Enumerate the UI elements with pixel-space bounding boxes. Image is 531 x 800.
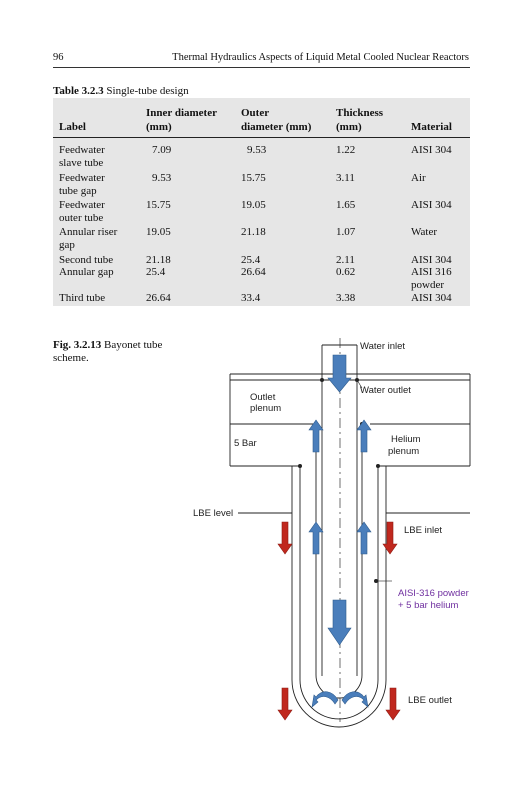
label-powder-2: + 5 bar helium xyxy=(398,600,459,611)
up-arrow-right-upper xyxy=(357,420,371,452)
cell-thickness: 1.22 xyxy=(336,144,356,156)
figure-caption-text: Bayonet tube scheme. xyxy=(53,339,163,364)
up-arrow-left-upper xyxy=(309,420,323,452)
cell-label: Feedwater xyxy=(59,144,105,156)
label-powder-1: AISI-316 powder xyxy=(398,588,469,599)
page-number: 96 xyxy=(53,52,64,63)
cell-outer: 15.75 xyxy=(241,172,266,184)
up-arrow-right-lower xyxy=(357,522,371,554)
label-lbe-outlet: LBE outlet xyxy=(408,695,452,706)
cell-material: AISI 304 xyxy=(411,144,452,156)
th-thickness-1: Thickness xyxy=(336,107,384,119)
plenum-lines xyxy=(230,374,470,466)
figure-caption-label: Fig. 3.2.13 xyxy=(53,339,102,351)
lbe-arrow-left-upper xyxy=(278,522,292,554)
cell-inner: 7.09 xyxy=(152,144,172,156)
label-outlet-plenum-2: plenum xyxy=(250,403,282,414)
cell-inner: 15.75 xyxy=(146,199,171,211)
water-down-arrow xyxy=(328,600,351,645)
th-label: Label xyxy=(59,121,86,133)
th-material: Material xyxy=(411,121,452,133)
cell-material: AISI 304 xyxy=(411,254,452,266)
cell-label: outer tube xyxy=(59,212,104,224)
cell-thickness: 0.62 xyxy=(336,266,356,278)
table-caption-label: Table 3.2.3 xyxy=(53,85,104,97)
up-arrow-left-lower xyxy=(309,522,323,554)
cell-outer: 19.05 xyxy=(241,199,266,211)
running-title: Thermal Hydraulics Aspects of Liquid Metal Cooled Nuclear Reactors xyxy=(172,52,469,63)
label-water-outlet: Water outlet xyxy=(360,385,411,396)
label-outlet-plenum-1: Outlet xyxy=(250,392,276,403)
th-thickness-2: (mm) xyxy=(336,121,362,133)
cell-outer: 33.4 xyxy=(241,292,261,304)
cell-label: Feedwater xyxy=(59,199,105,211)
label-5-bar: 5 Bar xyxy=(234,438,257,449)
lbe-arrow-left-lower xyxy=(278,688,292,720)
cell-label: Second tube xyxy=(59,254,114,266)
cell-outer: 25.4 xyxy=(241,254,261,266)
label-lbe-level: LBE level xyxy=(193,508,234,519)
th-outer-2: diameter (mm) xyxy=(241,121,312,133)
cell-outer: 21.18 xyxy=(241,226,266,238)
label-water-inlet: Water inlet xyxy=(360,341,406,352)
cell-thickness: 1.07 xyxy=(336,226,356,238)
outer-tube-inner-wall xyxy=(300,466,378,719)
cell-material: powder xyxy=(411,279,444,291)
cell-outer: 26.64 xyxy=(241,266,266,278)
cell-label: Annular gap xyxy=(59,266,114,278)
cell-label: gap xyxy=(59,239,75,251)
cell-thickness: 1.65 xyxy=(336,199,356,211)
cell-inner: 26.64 xyxy=(146,292,171,304)
cell-material: AISI 316 xyxy=(411,266,452,278)
cell-thickness: 2.11 xyxy=(336,254,355,266)
cell-thickness: 3.38 xyxy=(336,292,356,304)
lbe-arrow-right-lower xyxy=(386,688,400,720)
cell-label: Feedwater xyxy=(59,172,105,184)
u-turn-left-arrow xyxy=(312,692,338,707)
cell-label: slave tube xyxy=(59,157,104,169)
outer-tube xyxy=(292,466,386,727)
th-inner-1: Inner diameter xyxy=(146,107,217,119)
second-tube xyxy=(316,424,362,698)
cell-thickness: 3.11 xyxy=(336,172,355,184)
cell-material: Water xyxy=(411,226,437,238)
th-inner-2: (mm) xyxy=(146,121,172,133)
label-helium: Helium xyxy=(391,434,421,445)
cell-inner: 21.18 xyxy=(146,254,171,266)
cell-label: tube gap xyxy=(59,185,97,197)
cell-inner: 19.05 xyxy=(146,226,171,238)
water-inlet-arrow xyxy=(328,355,351,392)
label-helium-plenum: plenum xyxy=(388,446,420,457)
th-outer-1: Outer xyxy=(241,107,270,119)
cell-material: AISI 304 xyxy=(411,199,452,211)
cell-material: Air xyxy=(411,172,426,184)
table-caption-text: Single-tube design xyxy=(106,85,189,97)
cell-inner: 25.4 xyxy=(146,266,166,278)
u-turn-right-arrow xyxy=(342,692,368,707)
cell-label: Third tube xyxy=(59,292,106,304)
lbe-arrow-right-upper xyxy=(383,522,397,554)
cell-label: Annular riser xyxy=(59,226,118,238)
cell-outer: 9.53 xyxy=(247,144,267,156)
label-lbe-inlet: LBE inlet xyxy=(404,525,443,536)
cell-inner: 9.53 xyxy=(152,172,172,184)
cell-material: AISI 304 xyxy=(411,292,452,304)
